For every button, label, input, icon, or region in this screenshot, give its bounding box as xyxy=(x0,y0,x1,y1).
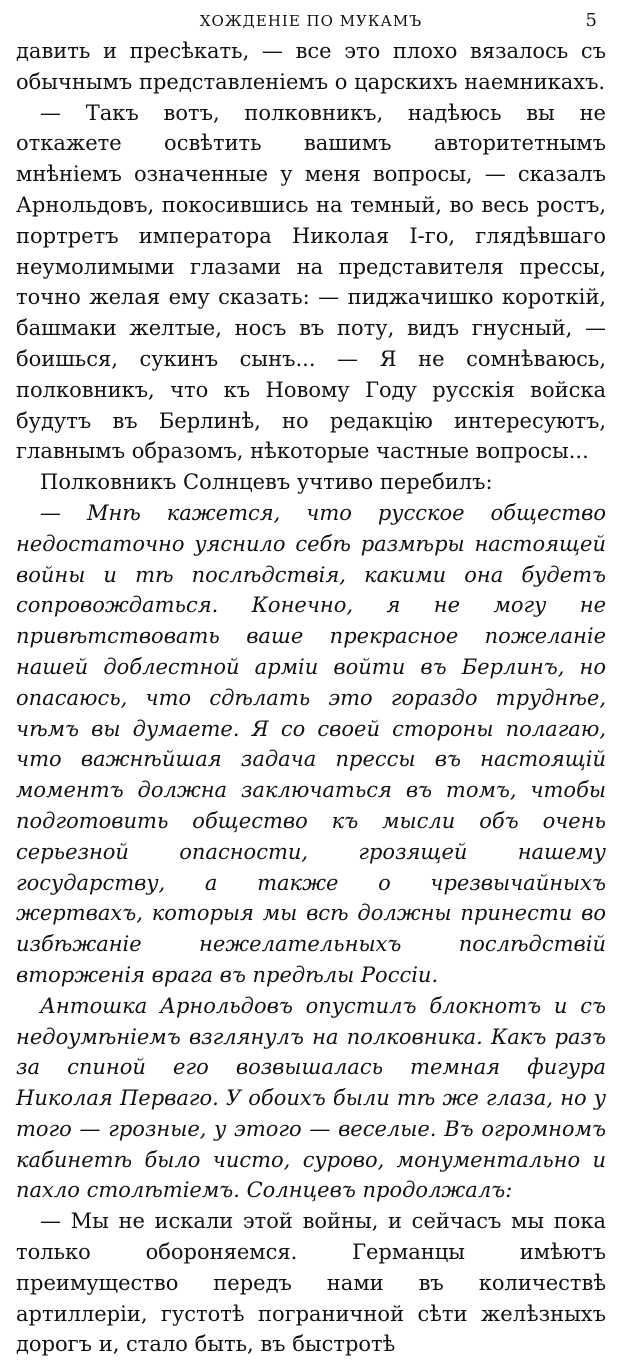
running-header xyxy=(16,6,606,36)
paragraph-6: — Мы не искали этой войны, и сейчасъ мы пока только обороняемся. Германцы имѣютъ преимущество передъ нами въ количествѣ артиллеріи, густотѣ пограничной сѣти желѣзныхъ дорогъ и, стало быть, въ быстротѣ xyxy=(16,1209,606,1357)
paragraph-3: Полковникъ Солнцевъ учтиво перебилъ: xyxy=(40,470,493,495)
paragraph-1: давить и пресѣкать, — все это плохо вязалось съ обычнымъ представленіемъ о царскихъ наемникахъ. xyxy=(16,39,606,94)
paragraph-5: Антошка Арнольдовъ опустилъ блокнотъ и съ недоумѣніемъ взглянулъ на полковника. Какъ разъ за спиной его возвышалась темная фигура Николая Перваго. У обоихъ были тѣ же глаза, но у того — грозные, у этого — веселые. Въ огромномъ кабинетѣ было чисто, сурово, монументально и пахло столѣтіемъ. Солнцевъ продолжалъ: xyxy=(16,993,606,1203)
running-title: ХОЖДЕНІЕ ПО МУКАМЪ xyxy=(199,12,423,30)
paragraph-2: — Такъ вотъ, полковникъ, надѣюсь вы не откажете освѣтить вашимъ авторитетнымъ мнѣніемъ означенные у меня вопросы, — сказалъ Арнольдовъ, покосившись на темный, во весь ростъ, портретъ императора Николая І-го, глядѣвшаго неумолимыми глазами на представителя прессы, точно желая ему сказать: — пиджачишко короткій, башмаки желтые, носъ въ поту, видъ гнусный, — боишься, сукинъ сынъ... — Я не сомнѣваюсь, полковникъ, что къ Новому Году русскія войска будутъ въ Берлинѣ, но редакцію интересуютъ, главнымъ образомъ, нѣкоторые частные вопросы... xyxy=(16,100,606,464)
body-text xyxy=(16,36,606,1360)
page-number: 5 xyxy=(585,10,598,31)
paragraph-4: — Мнѣ кажется, что русское общество недостаточно уяснило себѣ размѣры настоящей войны и тѣ послѣдствія, какими она будетъ сопровождаться. Конечно, я не могу не привѣтствовать ваше прекрасное пожеланіе нашей доблестной арміи войти въ Берлинъ, но опасаюсь, что сдѣлать это гораздо труднѣе, чѣмъ вы думаете. Я со своей стороны полагаю, что важнѣйшая задача прессы въ настоящій моментъ должна заключаться въ томъ, чтобы подготовить общество къ мысли объ очень серьезной опасности, грозящей нашему государству, а также о чрезвычайныхъ жертвахъ, которыя мы всѣ должны принести во избѣжаніе нежелательныхъ послѣдствій вторженія врага въ предѣлы Россіи. xyxy=(16,500,606,987)
